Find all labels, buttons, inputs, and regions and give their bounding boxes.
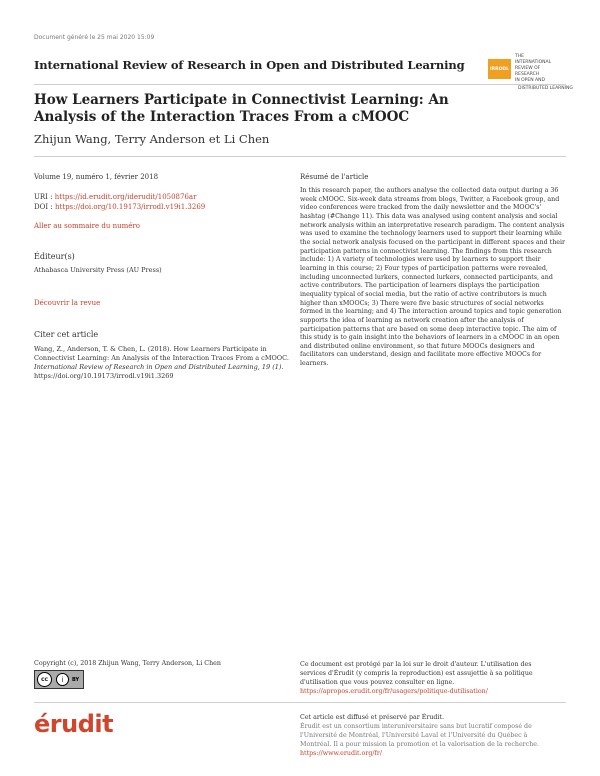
title-divider xyxy=(34,156,566,157)
erudit-line: Montréal. Il a pour mission la promotion et la valorisation de la recherche. xyxy=(300,741,539,748)
erudit-line: Érudit est un consortium interuniversitaire sans but lucratif composé de xyxy=(300,723,532,730)
volume-info: Volume 19, numéro 1, février 2018 xyxy=(34,173,159,181)
citation-line: Wang, Z., Anderson, T. & Chen, L. (2018). How Learners Participate in xyxy=(34,345,267,353)
article-title: How Learners Participate in Connectivist Learning: An Analysis of the Interaction Traces From a cMOOC xyxy=(34,92,449,125)
erudit-website-link[interactable]: https://www.erudit.org/fr/ xyxy=(300,750,382,757)
discover-journal-link[interactable]: Découvrir la revue xyxy=(34,299,101,307)
usage-notice xyxy=(300,660,566,696)
logo-line: THE INTERNATIONAL xyxy=(515,54,552,65)
citation-doi: https://doi.org/10.19173/irrodl.v19i1.3269 xyxy=(34,372,174,380)
cite-label: Citer cet article xyxy=(34,330,99,339)
by-label: BY xyxy=(72,676,80,683)
citation-line: Connectivist Learning: An Analysis of the Interaction Traces From a cMOOC. xyxy=(34,354,289,362)
logo-line: REVIEW OF RESEARCH xyxy=(515,66,541,77)
notice-line: Ce document est protégé par la loi sur le droit d'auteur. L'utilisation des xyxy=(300,661,532,668)
logo-line: IN OPEN AND xyxy=(515,78,545,83)
uri-link[interactable]: https://id.erudit.org/iderudit/1050876ar xyxy=(54,193,197,201)
notice-line: services d'Érudit (y compris la reproduction) est assujettie à sa politique xyxy=(300,670,533,677)
logo-mark: IRRODL xyxy=(488,59,511,79)
erudit-notice xyxy=(300,713,566,758)
article-authors: Zhijun Wang, Terry Anderson et Li Chen xyxy=(34,132,270,146)
erudit-line: Cet article est diffusé et préservé par Érudit. xyxy=(300,714,444,721)
doi-line xyxy=(34,203,205,213)
erudit-logo: érudit xyxy=(34,710,114,738)
journal-logo xyxy=(488,54,560,83)
copyright-notice: Copyright (c), 2018 Zhijun Wang, Terry Anderson, Li Chen xyxy=(34,660,221,667)
usage-policy-link[interactable]: https://apropos.erudit.org/fr/usagers/politique-dutilisation/ xyxy=(300,688,488,695)
generated-date: Document généré le 25 mai 2020 15:09 xyxy=(34,34,155,41)
logo-text xyxy=(515,54,560,84)
person-icon: i xyxy=(56,673,69,686)
abstract-text: In this research paper, the authors analyse the collected data output during a 36 week cMOOC. Six-week data streams from blogs, Twitter, a Facebook group, and video conferences were tracked from the daily newsletter and the MOOC's' hashtag (#Change 11). This data was analysed using content analysis and social network analysis within an interpretative research paradigm. The content analysis was used to examine the technology learners used to support their learning while the social network analysis focused on the participant in different spaces and their participation patterns in connectivist learning. The findings from this research include: 1) A variety of technologies were used by learners to support their learning in this course; 2) Four types of participation patterns were revealed, including unconnected lurkers, connected lurkers, connected participants, and active contributors. The participation of learners displays the participation inequality typical of social media, but the ratio of active contributors is much higher than xMOOCs; 3) There were five basic structures of social networks formed in the learning; and 4) The interaction around topics and topic generation supports the idea of learning as network creation after the analysis of participation patterns that are based on some deep interactive topic. The aim of this study is to gain insight into the behaviors of learners in a cMOOC in an open and distributed online environment, so that future MOOCs designers and facilitators can understand, design and facilitate more effective MOOCs for learners. xyxy=(300,187,566,368)
footer-divider xyxy=(34,702,566,703)
journal-title: International Review of Research in Open and Distributed Learning xyxy=(34,58,465,72)
doi-label: DOI : xyxy=(34,202,55,211)
doi-link[interactable]: https://doi.org/10.19173/irrodl.v19i1.3269 xyxy=(54,202,206,211)
erudit-line: l'Université de Montréal, l'Université Laval et l'Université du Québec à xyxy=(300,732,528,739)
citation-line: International Review of Research in Open and Distributed Learning, 19 (1). xyxy=(34,363,284,371)
header-divider xyxy=(34,84,566,85)
abstract-label: Résumé de l'article xyxy=(300,173,369,181)
logo-line: DISTRIBUTED LEARNING xyxy=(518,86,573,91)
cc-license-badge[interactable] xyxy=(34,670,84,689)
publisher-name: Athabasca University Press (AU Press) xyxy=(34,266,162,274)
uri-label: URI : xyxy=(34,193,55,201)
publisher-label: Éditeur(s) xyxy=(34,252,75,261)
cc-icon: cc xyxy=(37,672,52,687)
notice-line: d'utilisation que vous pouvez consulter en ligne. xyxy=(300,679,455,686)
issue-summary-link[interactable]: Aller au sommaire du numéro xyxy=(34,222,140,230)
uri-line xyxy=(34,193,196,203)
